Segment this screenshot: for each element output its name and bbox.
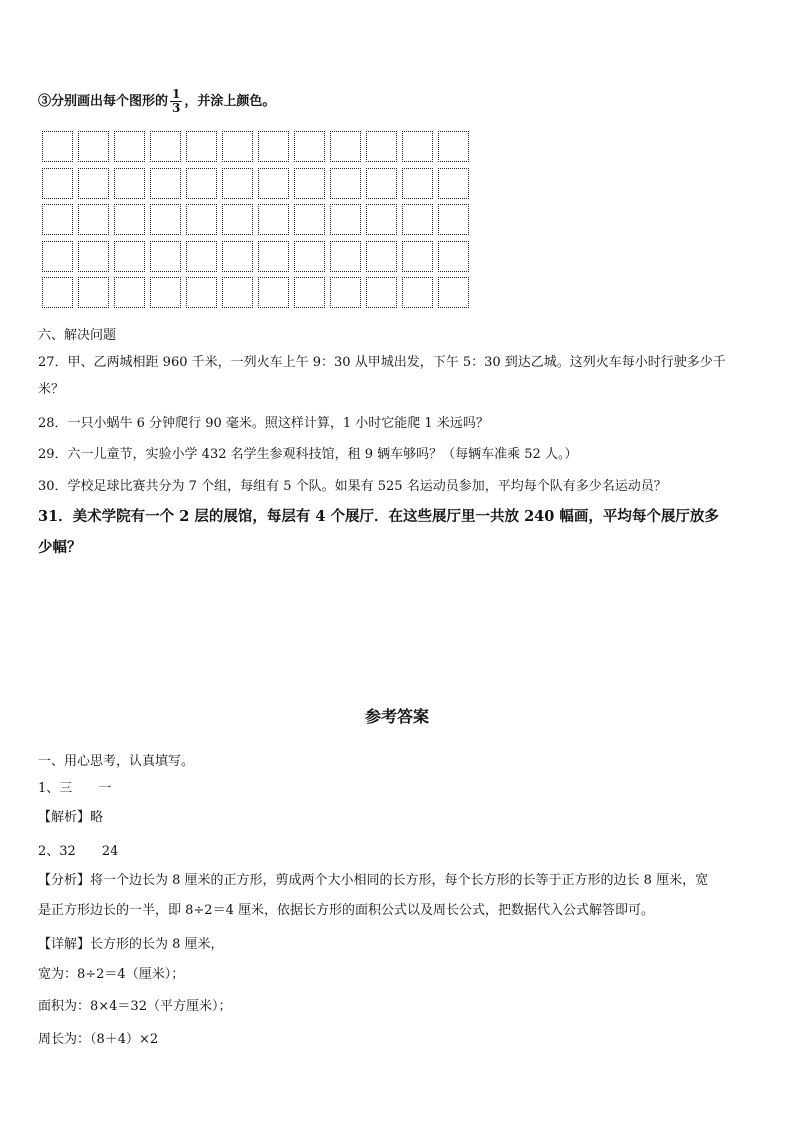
question-29: 29．六一儿童节，实验小学 432 名学生参观科技馆，租 9 辆车够吗？（每辆车准乘 52 人。） bbox=[38, 447, 578, 462]
grid-cell bbox=[222, 241, 253, 272]
grid-cell bbox=[114, 241, 145, 272]
grid-cell bbox=[402, 204, 433, 235]
answer-2-analysis-line-2: 是正方形边长的一半，即 8÷2＝4 厘米，依据长方形的面积公式以及周长公式，把数据代入公式解答即可。 bbox=[38, 903, 654, 918]
grid-cell bbox=[150, 241, 181, 272]
dotted-square-grid bbox=[42, 131, 474, 313]
grid-cell bbox=[366, 168, 397, 199]
grid-cell bbox=[150, 131, 181, 162]
question-30: 30．学校足球比赛共分为 7 个组，每组有 5 个队。如果有 525 名运动员参加，平均每个队有多少名运动员？ bbox=[38, 479, 667, 494]
grid-cell bbox=[294, 168, 325, 199]
grid-cell bbox=[258, 277, 289, 308]
answer-2-area: 面积为：8×4＝32（平方厘米）； bbox=[38, 999, 232, 1014]
fraction-one-third bbox=[170, 88, 182, 115]
grid-cell bbox=[402, 131, 433, 162]
question-28: 28．一只小蜗牛 6 分钟爬行 90 毫米。照这样计算，1 小时它能爬 1 米远吗？ bbox=[38, 416, 489, 431]
section-6-heading: 六、解决问题 bbox=[38, 328, 117, 343]
grid-cell bbox=[42, 277, 73, 308]
grid-cell bbox=[78, 277, 109, 308]
grid-cell bbox=[42, 131, 73, 162]
answer-1: 1、三 一 bbox=[38, 781, 112, 796]
grid-cell bbox=[294, 131, 325, 162]
grid-cell bbox=[150, 168, 181, 199]
grid-cell bbox=[186, 131, 217, 162]
grid-cell bbox=[186, 204, 217, 235]
question-3-prefix: ③分别画出每个图形的 bbox=[38, 94, 169, 109]
grid-cell bbox=[186, 241, 217, 272]
answers-section-1: 一、用心思考，认真填写。 bbox=[38, 754, 195, 769]
grid-cell bbox=[42, 204, 73, 235]
grid-cell bbox=[402, 241, 433, 272]
question-3-suffix: ，并涂上颜色。 bbox=[184, 94, 276, 109]
grid-cell bbox=[42, 241, 73, 272]
grid-cell bbox=[438, 131, 469, 162]
grid-cell bbox=[438, 241, 469, 272]
question-27-line-1: 27．甲、乙两城相距 960 千米，一列火车上午 9：30 从甲城出发，下午 5：30 到达乙城。这列火车每小时行驶多少千 bbox=[38, 355, 726, 370]
fraction-numerator: 1 bbox=[172, 87, 181, 101]
grid-cell bbox=[258, 168, 289, 199]
grid-cell bbox=[222, 131, 253, 162]
grid-cell bbox=[114, 168, 145, 199]
answer-2-analysis-line-1: 【分析】将一个边长为 8 厘米的正方形，剪成两个大小相同的长方形，每个长方形的长等于正方形的边长 8 厘米，宽 bbox=[38, 873, 709, 888]
grid-cell bbox=[186, 168, 217, 199]
question-3 bbox=[38, 88, 275, 115]
grid-cell bbox=[438, 277, 469, 308]
grid-cell bbox=[330, 277, 361, 308]
answer-2-detail: 【详解】长方形的长为 8 厘米， bbox=[38, 937, 224, 952]
grid-cell bbox=[258, 131, 289, 162]
grid-cell bbox=[258, 204, 289, 235]
grid-cell bbox=[366, 131, 397, 162]
grid-cell bbox=[330, 241, 361, 272]
grid-cell bbox=[42, 168, 73, 199]
grid-cell bbox=[114, 277, 145, 308]
grid-cell bbox=[78, 241, 109, 272]
grid-cell bbox=[402, 168, 433, 199]
grid-cell bbox=[402, 277, 433, 308]
grid-cell bbox=[330, 131, 361, 162]
grid-cell bbox=[78, 204, 109, 235]
grid-cell bbox=[294, 241, 325, 272]
answers-title: 参考答案 bbox=[364, 707, 429, 726]
answer-1-analysis: 【解析】略 bbox=[38, 810, 104, 825]
grid-cell bbox=[294, 277, 325, 308]
fraction-denominator: 3 bbox=[172, 101, 181, 115]
grid-cell bbox=[438, 204, 469, 235]
grid-cell bbox=[114, 131, 145, 162]
grid-cell bbox=[222, 168, 253, 199]
grid-cell bbox=[366, 204, 397, 235]
grid-cell bbox=[186, 277, 217, 308]
question-31-line-2: 少幅？ bbox=[38, 539, 82, 556]
question-31-line-1: 31．美术学院有一个 2 层的展馆，每层有 4 个展厅．在这些展厅里一共放 240 幅画，平均每个展厅放多 bbox=[38, 508, 719, 525]
grid-cell bbox=[78, 168, 109, 199]
grid-cell bbox=[222, 277, 253, 308]
grid-cell bbox=[222, 204, 253, 235]
grid-cell bbox=[330, 204, 361, 235]
grid-cell bbox=[78, 131, 109, 162]
answer-2-width: 宽为：8÷2＝4（厘米）； bbox=[38, 967, 185, 982]
grid-cell bbox=[438, 168, 469, 199]
grid-cell bbox=[294, 204, 325, 235]
answer-2: 2、32 24 bbox=[38, 844, 119, 859]
grid-cell bbox=[258, 241, 289, 272]
grid-cell bbox=[330, 168, 361, 199]
question-27-line-2: 米？ bbox=[38, 382, 65, 397]
grid-cell bbox=[150, 277, 181, 308]
answer-2-perimeter: 周长为：（8＋4）×2 bbox=[38, 1032, 159, 1047]
grid-cell bbox=[366, 277, 397, 308]
grid-cell bbox=[150, 204, 181, 235]
grid-cell bbox=[114, 204, 145, 235]
grid-cell bbox=[366, 241, 397, 272]
